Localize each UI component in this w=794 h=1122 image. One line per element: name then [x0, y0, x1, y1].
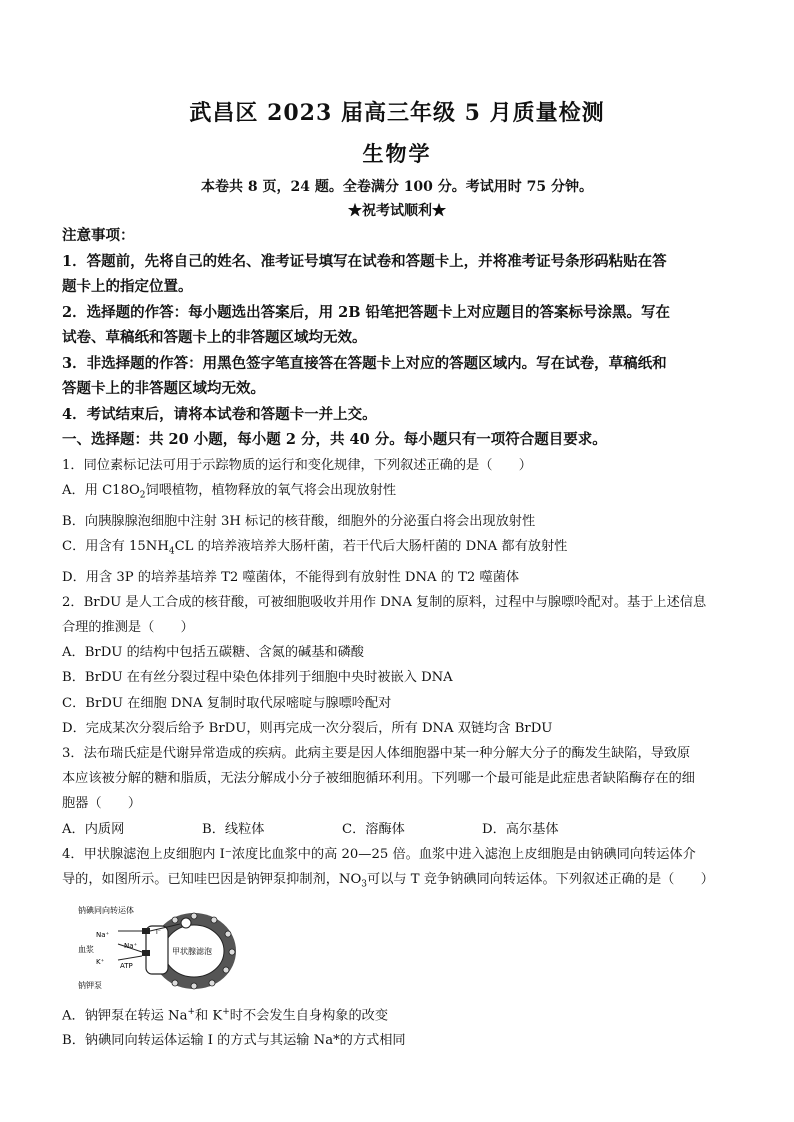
q3-options	[62, 817, 734, 842]
q3-option-c: C．溶酶体	[342, 821, 405, 837]
symporter-icon	[142, 928, 150, 934]
q1-option-c: C．用含有 $15NH_4CL$ 的培养液培养大肠杆菌，若干代后大肠杆菌的 DNA 都有放射性	[62, 538, 568, 557]
svg-text:ATP: ATP	[120, 961, 133, 970]
svg-text:Na⁺: Na⁺	[96, 930, 110, 939]
note-line: 答题卡上的非答题区域均无效。	[62, 380, 265, 397]
blood-label: 血浆	[78, 944, 94, 954]
exam-info: 本卷共 8 页，24 题。全卷满分 100 分。考试用时 75 分钟。	[200, 179, 594, 195]
svg-text:K⁺: K⁺	[96, 957, 105, 966]
pump-label: 钠钾泵	[78, 980, 102, 990]
follicle-label: 甲状腺滤泡	[172, 946, 212, 956]
thyroid-follicle-figure	[76, 904, 246, 994]
good-luck-line: ★祝考试顺利★	[348, 203, 446, 219]
q3-stem: 3．法布瑞氏症是代谢异常造成的疾病。此病主要是因人体细胞器中某一种分解大分子的酶发生缺陷，导致原	[62, 746, 691, 762]
pump-icon	[142, 950, 150, 956]
thyroid-follicle-diagram	[76, 904, 246, 994]
q4-option-a: A．钠钾泵在转运 Na+和 K+时不会发生自身构象的改变	[62, 1006, 389, 1024]
iodide-marker	[181, 918, 191, 928]
page-title: 武昌区 2023 届高三年级 5 月质量检测	[189, 100, 605, 126]
q1-option-a: A．用 $C18O_2$饲喂植物，植物释放的氧气将会出现放射性	[62, 482, 397, 501]
q2-stem: 2．BrDU 是人工合成的核苷酸，可被细胞吸收并用作 DNA 复制的原料，过程中与腺嘌呤配对。基于上述信息	[62, 594, 707, 610]
q3-option-b: B．线粒体	[202, 821, 265, 837]
q1-stem: 1．同位素标记法可用于示踪物质的运行和变化规律，下列叙述正确的是（ ）	[62, 457, 532, 473]
note-line: 3．非选择题的作答：用黑色签字笔直接答在答题卡上对应的答题区域内。写在试卷，草稿纸和	[62, 354, 667, 372]
svg-text:Na⁺: Na⁺	[124, 941, 138, 950]
q2-option-b: B．BrDU 在有丝分裂过程中染色体排列于细胞中央时被嵌入 DNA	[62, 670, 453, 686]
exam-content	[62, 223, 734, 1054]
q4-option-b: B．钠碘同向转运体运输 I 的方式与其运输 Na*的方式相同	[62, 1033, 406, 1049]
section-heading: 一、选择题：共 20 小题，每小题 2 分，共 40 分。每小题只有一项符合题目要求。	[62, 431, 607, 448]
note-line: 试卷、草稿纸和答题卡上的非答题区域均无效。	[62, 329, 367, 346]
svg-text:I⁻: I⁻	[156, 928, 161, 936]
q3-option-d: D．高尔基体	[482, 821, 559, 837]
subject-title: 生物学	[362, 141, 432, 166]
q2-option-a: A．BrDU 的结构中包括五碳糖、含氮的碱基和磷酸	[62, 645, 364, 661]
q3-option-a: A．内质网	[62, 821, 125, 837]
q1-option-b: B．向胰腺腺泡细胞中注射 3H 标记的核苷酸，细胞外的分泌蛋白将会出现放射性	[62, 513, 536, 529]
q2-option-c: C．BrDU 在细胞 DNA 复制时取代尿嘧啶与腺嘌呤配对	[62, 695, 392, 711]
note-line: 题卡上的指定位置。	[62, 278, 193, 295]
q1-option-d: D．用含 3P 的培养基培养 T2 噬菌体，不能得到有放射性 DNA 的 T2 噬菌体	[62, 569, 520, 585]
q3-stem: 本应该被分解的糖和脂质，无法分解成小分子被细胞循环利用。下列哪一个最可能是此症患者缺陷酶存在的细	[62, 771, 695, 787]
note-line: 2．选择题的作答：每小题选出答案后，用 2B 铅笔把答题卡上对应题目的答案标号涂黑。写在	[62, 303, 671, 321]
notes-heading: 注意事项：	[62, 227, 135, 244]
q3-stem: 胞器（ ）	[62, 796, 142, 812]
q4-stem: 导的，如图所示。已知哇巴因是钠钾泵抑制剂，$NO_3$可以与 T 竞争钠碘同向转运体。下列叙述正确的是（ ）	[62, 872, 714, 890]
q4-stem: 4．甲状腺滤泡上皮细胞内 I⁻浓度比血浆中的高 20—25 倍。血浆中进入滤泡上皮细胞是由钠碘同向转运体介	[62, 846, 696, 862]
q2-stem: 合理的推测是（ ）	[62, 620, 194, 635]
symporter-label: 钠碘同向转运体	[78, 905, 134, 915]
q2-option-d: D．完成某次分裂后给予 BrDU，则再完成一次分裂后，所有 DNA 双链均含 BrDU	[62, 720, 553, 736]
note-line: 4．考试结束后，请将本试卷和答题卡一并上交。	[62, 405, 377, 423]
note-line: 1．答题前，先将自己的姓名、准考证号填写在试卷和答题卡上，并将准考证号条形码粘贴在答	[62, 252, 667, 270]
